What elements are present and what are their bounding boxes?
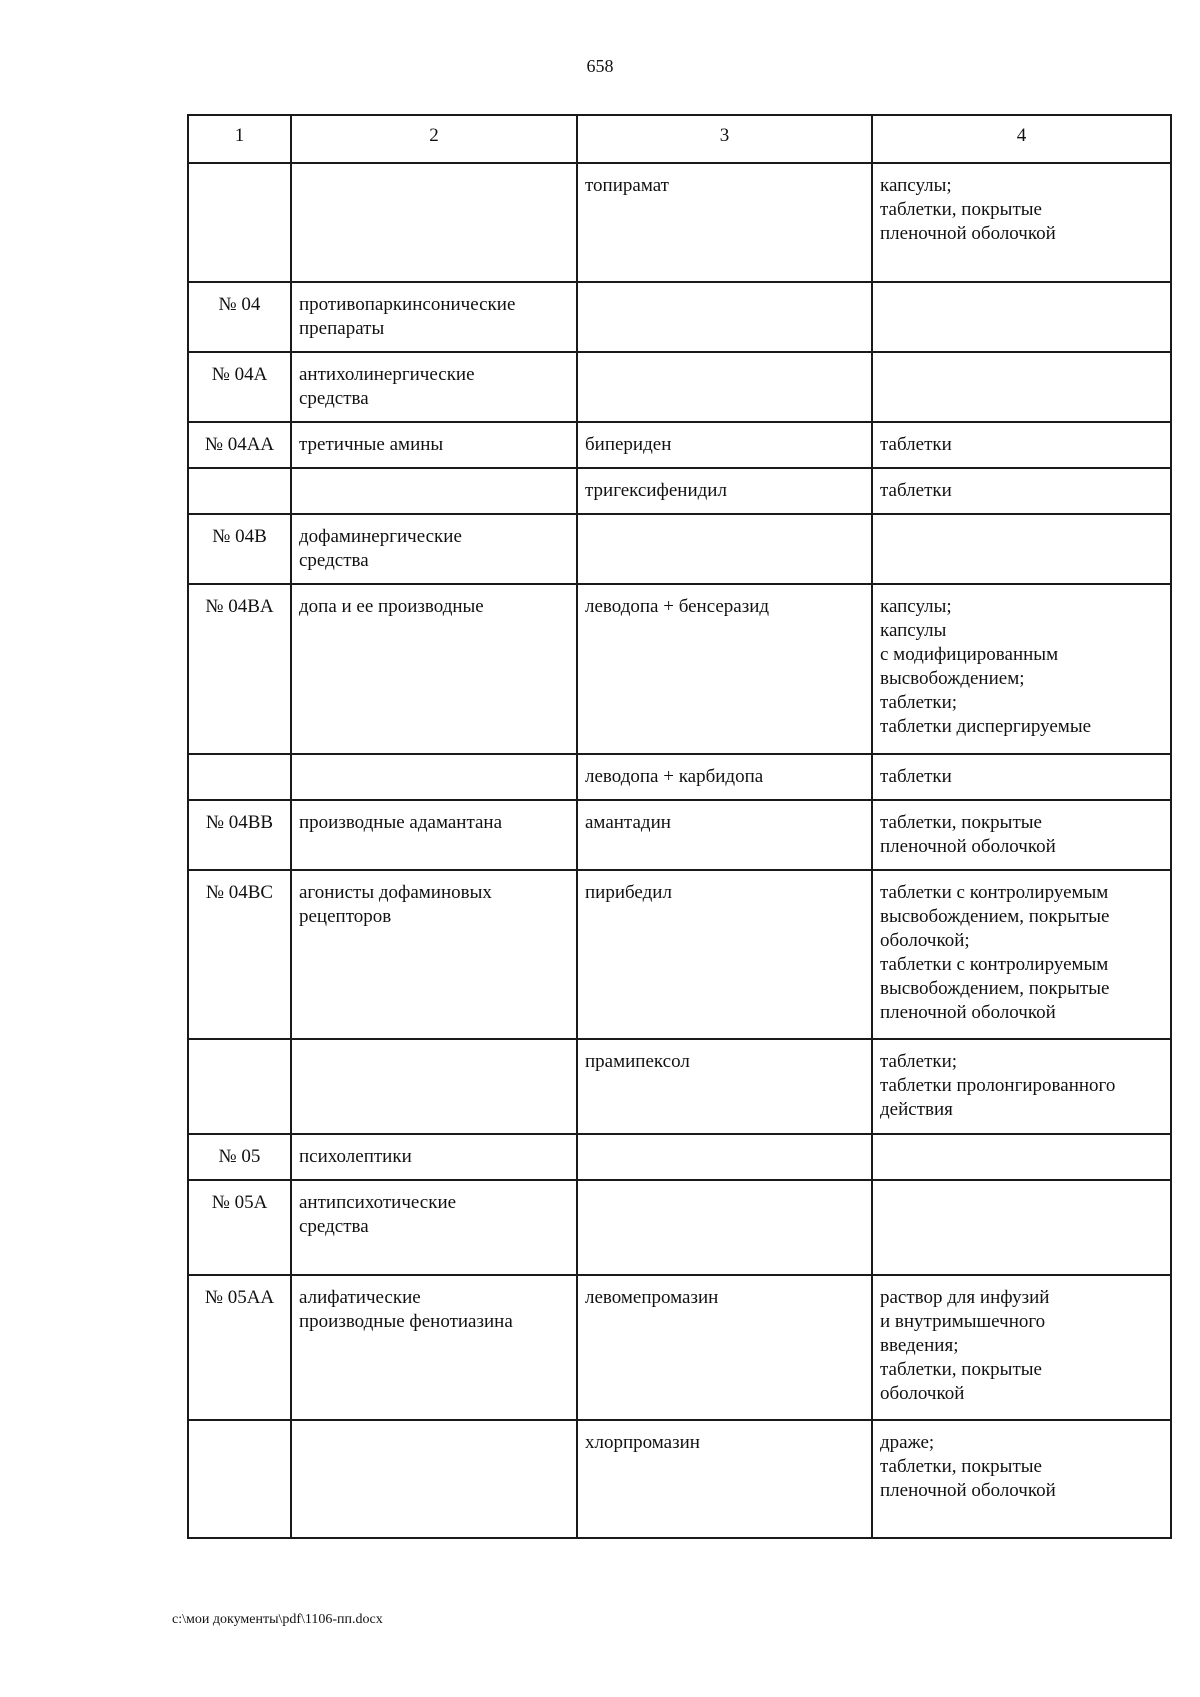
table-row <box>188 352 1171 422</box>
atc-code-cell: № 05AA <box>188 1275 291 1420</box>
footer-file-path: c:\мои документы\pdf\1106-пп.docx <box>172 1612 383 1627</box>
header-cell-3: 3 <box>577 115 872 163</box>
table-row <box>188 1275 1171 1420</box>
header-cell-4: 4 <box>872 115 1171 163</box>
dosage-form-cell: таблетки; таблетки пролонгированного действия <box>872 1039 1171 1134</box>
drug-name-cell: пирибедил <box>577 870 872 1039</box>
group-name-cell: противопаркинсонические препараты <box>291 282 577 352</box>
dosage-form-cell: таблетки <box>872 422 1171 468</box>
group-name-cell <box>291 1420 577 1538</box>
drug-name-cell: амантадин <box>577 800 872 870</box>
table-row <box>188 514 1171 584</box>
group-name-cell <box>291 468 577 514</box>
atc-code-cell <box>188 468 291 514</box>
table-row <box>188 1180 1171 1275</box>
dosage-form-cell: таблетки, покрытые пленочной оболочкой <box>872 800 1171 870</box>
table-row <box>188 1134 1171 1180</box>
group-name-cell <box>291 1039 577 1134</box>
table-row <box>188 163 1171 282</box>
table-row <box>188 584 1171 754</box>
dosage-form-cell: раствор для инфузий и внутримышечного введения; таблетки, покрытые оболочкой <box>872 1275 1171 1420</box>
dosage-form-cell <box>872 1134 1171 1180</box>
table-row <box>188 1039 1171 1134</box>
table-header-row <box>188 115 1171 163</box>
atc-code-cell: № 04BB <box>188 800 291 870</box>
dosage-form-cell <box>872 282 1171 352</box>
table-row <box>188 754 1171 800</box>
drug-name-cell: хлорпромазин <box>577 1420 872 1538</box>
dosage-form-cell <box>872 1180 1171 1275</box>
drug-name-cell <box>577 282 872 352</box>
drug-name-cell <box>577 1180 872 1275</box>
atc-code-cell: № 05A <box>188 1180 291 1275</box>
dosage-form-cell: капсулы; таблетки, покрытые пленочной оболочкой <box>872 163 1171 282</box>
group-name-cell: психолептики <box>291 1134 577 1180</box>
drug-name-cell: прамипексол <box>577 1039 872 1134</box>
group-name-cell: алифатические производные фенотиазина <box>291 1275 577 1420</box>
table-row <box>188 800 1171 870</box>
table-row <box>188 422 1171 468</box>
drug-name-cell <box>577 352 872 422</box>
atc-code-cell: № 04BA <box>188 584 291 754</box>
table-row <box>188 1420 1171 1538</box>
atc-code-cell: № 04B <box>188 514 291 584</box>
group-name-cell <box>291 754 577 800</box>
atc-code-cell <box>188 754 291 800</box>
page-number: 658 <box>586 56 614 76</box>
group-name-cell: допа и ее производные <box>291 584 577 754</box>
dosage-form-cell: капсулы; капсулы с модифицированным высвобождением; таблетки; таблетки диспергируемые <box>872 584 1171 754</box>
atc-code-cell <box>188 163 291 282</box>
medication-table <box>187 114 1172 1539</box>
drug-name-cell: бипериден <box>577 422 872 468</box>
table-row <box>188 468 1171 514</box>
group-name-cell: агонисты дофаминовых рецепторов <box>291 870 577 1039</box>
drug-name-cell <box>577 1134 872 1180</box>
drug-name-cell: леводопа + карбидопа <box>577 754 872 800</box>
atc-code-cell: № 05 <box>188 1134 291 1180</box>
atc-code-cell: № 04BC <box>188 870 291 1039</box>
group-name-cell: третичные амины <box>291 422 577 468</box>
dosage-form-cell <box>872 352 1171 422</box>
drug-name-cell: леводопа + бенсеразид <box>577 584 872 754</box>
group-name-cell: антипсихотические средства <box>291 1180 577 1275</box>
drug-name-cell <box>577 514 872 584</box>
drug-name-cell: топирамат <box>577 163 872 282</box>
drug-name-cell: тригексифенидил <box>577 468 872 514</box>
table-row <box>188 870 1171 1039</box>
group-name-cell: производные адамантана <box>291 800 577 870</box>
dosage-form-cell: таблетки с контролируемым высвобождением, покрытые оболочкой; таблетки с контролируемым высвобождением, покрытые пленочной оболочкой <box>872 870 1171 1039</box>
dosage-form-cell: таблетки <box>872 754 1171 800</box>
atc-code-cell <box>188 1039 291 1134</box>
atc-code-cell: № 04 <box>188 282 291 352</box>
group-name-cell: дофаминергические средства <box>291 514 577 584</box>
dosage-form-cell <box>872 514 1171 584</box>
header-cell-1: 1 <box>188 115 291 163</box>
dosage-form-cell: драже; таблетки, покрытые пленочной оболочкой <box>872 1420 1171 1538</box>
drug-name-cell: левомепромазин <box>577 1275 872 1420</box>
atc-code-cell: № 04AA <box>188 422 291 468</box>
table-row <box>188 282 1171 352</box>
group-name-cell <box>291 163 577 282</box>
header-cell-2: 2 <box>291 115 577 163</box>
group-name-cell: антихолинергические средства <box>291 352 577 422</box>
atc-code-cell: № 04A <box>188 352 291 422</box>
dosage-form-cell: таблетки <box>872 468 1171 514</box>
atc-code-cell <box>188 1420 291 1538</box>
